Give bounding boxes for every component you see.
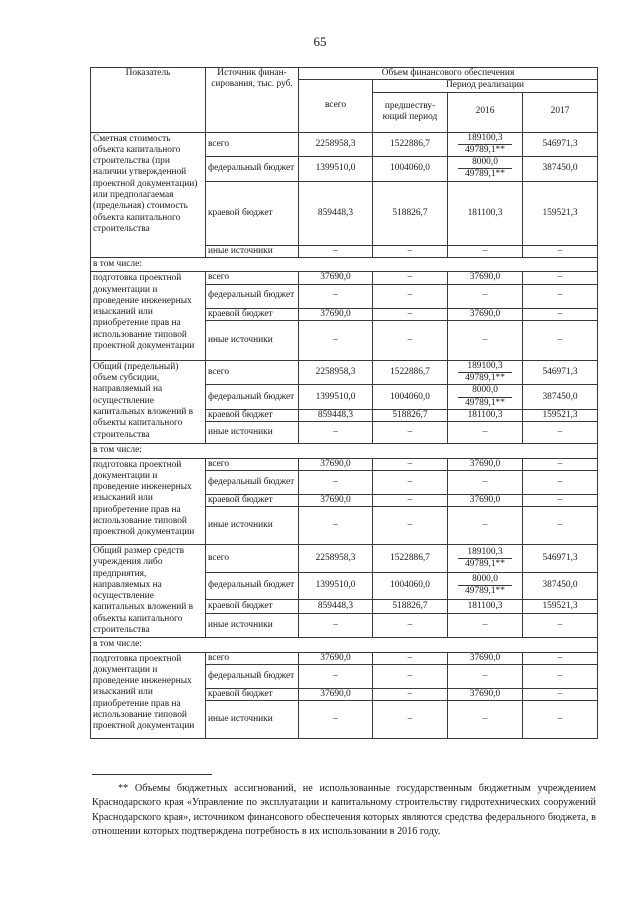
previous-period-cell: – [373,284,448,308]
year-2017-cell: – [523,458,598,470]
header-period: Период реализации [373,80,598,92]
total-cell: 859448,3 [299,181,373,245]
year-2016-cell: 37690,0 [448,308,523,320]
total-cell: 859448,3 [299,409,373,421]
source-cell: краевой бюджет [206,308,299,320]
previous-period-cell: 1522886,7 [373,360,448,385]
total-cell: 37690,0 [299,308,373,320]
year-2017-cell: 546971,3 [523,132,598,157]
source-cell: федеральный бюджет [206,385,299,410]
table-row [91,458,598,470]
table-row [91,272,598,284]
source-cell: всего [206,545,299,572]
footnote-rule [92,774,212,775]
source-cell: федеральный бюджет [206,284,299,308]
year-2016-value: 189100,3 [458,547,512,559]
section-label: в том числе: [91,257,598,271]
year-2016-cell: 37690,0 [448,494,523,506]
previous-period-cell: – [373,664,448,688]
previous-period-cell: – [373,470,448,494]
year-2017-cell: – [523,284,598,308]
year-2017-cell: – [523,494,598,506]
year-2017-cell: – [523,613,598,638]
source-cell: краевой бюджет [206,409,299,421]
total-cell: 1399510,0 [299,572,373,599]
previous-period-cell: – [373,320,448,360]
year-2017-cell: – [523,320,598,360]
source-cell: иные источники [206,507,299,545]
total-cell: 2258958,3 [299,360,373,385]
year-2016-cell: – [448,470,523,494]
year-2016-value: 8000,0 [458,157,512,169]
year-2017-cell: 159521,3 [523,181,598,245]
indicator-cell: подготовка проектной документации и проведение инженерных изысканий или приобретение прав на использование типовой проектной документации [91,458,206,545]
previous-period-cell: – [373,494,448,506]
year-2017-cell: 159521,3 [523,599,598,613]
source-cell: всего [206,360,299,385]
total-cell: 2258958,3 [299,132,373,157]
previous-period-cell: – [373,458,448,470]
header-total: всего [299,80,373,132]
previous-period-cell: 518826,7 [373,181,448,245]
previous-period-cell: – [373,507,448,545]
year-2016-value: 8000,0 [458,385,512,397]
year-2016-unused-value: 49789,1** [465,373,505,384]
year-2017-cell: – [523,422,598,444]
previous-period-cell: – [373,308,448,320]
year-2016-cell: 181100,3 [448,409,523,421]
year-2016-cell: 181100,3 [448,181,523,245]
source-cell: краевой бюджет [206,181,299,245]
year-2017-cell: 546971,3 [523,360,598,385]
year-2017-cell: – [523,664,598,688]
year-2016-cell: – [448,664,523,688]
year-2016-cell [448,132,523,157]
year-2016-cell [448,572,523,599]
total-cell: – [299,320,373,360]
year-2016-unused-value: 49789,1** [465,586,505,597]
source-cell: иные источники [206,701,299,739]
year-2016-cell: 181100,3 [448,599,523,613]
year-2017-cell: – [523,245,598,257]
total-cell: 37690,0 [299,688,373,700]
previous-period-cell: – [373,701,448,739]
year-2017-cell: – [523,701,598,739]
year-2016-value: 189100,3 [458,361,512,373]
indicator-cell: подготовка проектной документации и проведение инженерных изысканий или приобретение прав на использование типовой проектной документации [91,652,206,739]
year-2016-unused-value: 49789,1** [465,558,505,569]
year-2017-cell: – [523,652,598,664]
previous-period-cell: – [373,652,448,664]
total-cell: – [299,284,373,308]
total-cell: – [299,422,373,444]
year-2017-cell: 546971,3 [523,545,598,572]
previous-period-cell: 518826,7 [373,409,448,421]
previous-period-cell: – [373,422,448,444]
total-cell: 1399510,0 [299,157,373,182]
year-2017-cell: – [523,272,598,284]
table-row [91,360,598,385]
total-cell: – [299,701,373,739]
year-2017-cell: – [523,507,598,545]
total-cell: – [299,245,373,257]
table-row [91,545,598,572]
year-2016-unused-value: 49789,1** [465,397,505,408]
header-funding-volume: Объем финансового обеспечения [299,68,598,80]
year-2016-cell: – [448,507,523,545]
source-cell: краевой бюджет [206,494,299,506]
total-cell: – [299,470,373,494]
year-2017-cell: – [523,470,598,494]
indicator-cell: Общий (предельный) объем субсидии, направляемый на осуществление капитальных вложений в объекты капитального строительства [91,360,206,443]
section-label: в том числе: [91,638,598,652]
previous-period-cell: – [373,688,448,700]
year-2017-cell: 387450,0 [523,157,598,182]
source-cell: федеральный бюджет [206,572,299,599]
year-2017-cell: 387450,0 [523,385,598,410]
indicator-cell: Сметная стоимость объекта капитального строительства (при наличии утвержденной проектной документации) или предполагаемая (предельная) стоимость объекта капитального строительства [91,132,206,257]
source-cell: иные источники [206,245,299,257]
source-cell: всего [206,458,299,470]
source-cell: федеральный бюджет [206,470,299,494]
header-year-2016: 2016 [448,92,523,132]
funding-table [90,67,598,739]
source-cell: иные источники [206,613,299,638]
total-cell: – [299,507,373,545]
header-source: Источник финан-сирования, тыс. руб. [206,68,299,133]
year-2016-cell: – [448,422,523,444]
year-2017-cell: – [523,688,598,700]
year-2016-unused-value: 49789,1** [465,144,505,155]
previous-period-cell: 518826,7 [373,599,448,613]
table-row [91,652,598,664]
previous-period-cell: 1522886,7 [373,132,448,157]
total-cell: 1399510,0 [299,385,373,410]
total-cell: 2258958,3 [299,545,373,572]
source-cell: всего [206,272,299,284]
source-cell: всего [206,652,299,664]
previous-period-cell: – [373,245,448,257]
total-cell: 37690,0 [299,458,373,470]
year-2016-cell: – [448,701,523,739]
indicator-cell: Общий размер средств учреждения либо предприятия, направляемых на осуществление капитальных вложений в объекты капитального строительства [91,545,206,638]
page-number: 65 [313,34,327,49]
year-2016-cell: – [448,320,523,360]
source-cell: федеральный бюджет [206,664,299,688]
year-2016-cell: – [448,613,523,638]
previous-period-cell: 1522886,7 [373,545,448,572]
year-2016-unused-value: 49789,1** [465,169,505,180]
total-cell: 37690,0 [299,652,373,664]
year-2016-cell: – [448,284,523,308]
header-year-2017: 2017 [523,92,598,132]
year-2016-cell [448,385,523,410]
header-previous-period: предшеству-ющий период [373,92,448,132]
source-cell: всего [206,132,299,157]
source-cell: иные источники [206,422,299,444]
previous-period-cell: – [373,272,448,284]
previous-period-cell: 1004060,0 [373,157,448,182]
year-2017-cell: 159521,3 [523,409,598,421]
previous-period-cell: 1004060,0 [373,572,448,599]
table-row [91,132,598,157]
source-cell: иные источники [206,320,299,360]
header-indicator: Показатель [91,68,206,133]
year-2016-cell: 37690,0 [448,652,523,664]
year-2016-cell [448,545,523,572]
year-2016-cell: 37690,0 [448,688,523,700]
total-cell: 37690,0 [299,272,373,284]
total-cell: – [299,613,373,638]
year-2016-value: 8000,0 [458,574,512,586]
previous-period-cell: 1004060,0 [373,385,448,410]
source-cell: федеральный бюджет [206,157,299,182]
year-2016-cell: 37690,0 [448,458,523,470]
total-cell: 37690,0 [299,494,373,506]
section-label: в том числе: [91,444,598,458]
footnote: ** Объемы бюджетных ассигнований, не использованные государственным бюджетным учреждением Краснодарского края «Управление по эксплуатации и капитальному строительству гидротехнических сооружений Краснодарского края», источником финансового обеспечения которых являются средства федерального бюджета, в отношении которых подтверждена потребность в их использовании в 2016 году. [92,783,596,838]
source-cell: краевой бюджет [206,599,299,613]
year-2016-cell [448,157,523,182]
total-cell: – [299,664,373,688]
source-cell: краевой бюджет [206,688,299,700]
year-2016-cell: 37690,0 [448,272,523,284]
year-2016-value: 189100,3 [458,133,512,145]
year-2016-cell [448,360,523,385]
year-2016-cell: – [448,245,523,257]
previous-period-cell: – [373,613,448,638]
indicator-cell: подготовка проектной документации и проведение инженерных изысканий или приобретение прав на использование типовой проектной документации [91,272,206,361]
year-2017-cell: 387450,0 [523,572,598,599]
total-cell: 859448,3 [299,599,373,613]
year-2017-cell: – [523,308,598,320]
